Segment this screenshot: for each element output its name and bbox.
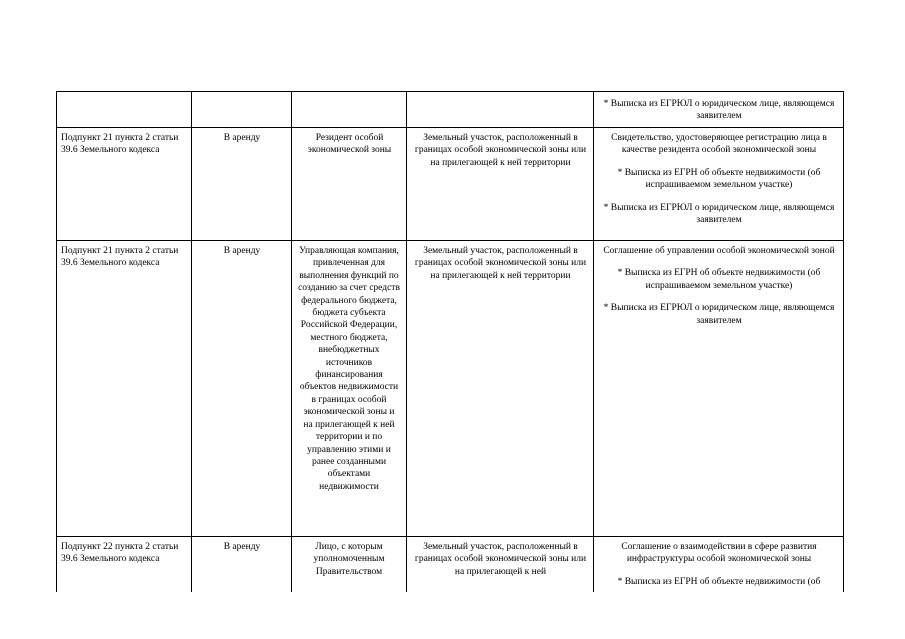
document-item: * Выписка из ЕГРЮЛ о юридическом лице, являющемся заявителем (603, 303, 835, 326)
table-row (57, 241, 844, 537)
document-item: * Выписка из ЕГРН об объекте недвижимости (об испрашиваемом земельном участке) (617, 268, 821, 291)
basis-cell (57, 92, 192, 128)
document-item: Свидетельство, удостоверяющее регистрацию лица в качестве резидента особой экономической зоны (611, 133, 827, 156)
applicant-cell (292, 92, 407, 128)
table-row (57, 92, 844, 128)
right-type-cell: В аренду (192, 128, 292, 241)
basis-cell: Подпункт 22 пункта 2 статьи 39.6 Земельного кодекса (57, 537, 192, 627)
documents-cell (594, 241, 844, 537)
right-type-cell: В аренду (192, 241, 292, 537)
right-type-cell (192, 92, 292, 128)
applicant-cell: Управляющая компания, привлеченная для выполнения функций по созданию за счет средств федерального бюджета, бюджета субъекта Российской Федерации, местного бюджета, внебюджетных источников финансирования объектов недвижимости в границах особой экономической зоны и на прилегающей к ней территории и по управлению этими и ранее созданными объектами недвижимости (292, 241, 407, 537)
document-item: * Выписка из ЕГРЮЛ о юридическом лице, являющемся заявителем (603, 202, 835, 226)
applicant-cell: Лицо, с которым уполномоченным Правительством (292, 537, 407, 627)
page-bottom-margin (0, 592, 905, 639)
document-item: * Выписка из ЕГРН об объекте недвижимости (об (617, 576, 821, 587)
document-item: Соглашение о взаимодействии в сфере развития инфраструктуры особой экономической зоны (621, 542, 817, 565)
right-type-cell: В аренду (192, 537, 292, 627)
land-plot-cell: Земельный участок, расположенный в границах особой экономической зоны или на прилегающей к ней территории (407, 241, 594, 537)
basis-cell: Подпункт 21 пункта 2 статьи 39.6 Земельного кодекса (57, 128, 192, 241)
land-plot-cell: Земельный участок, расположенный в границах особой экономической зоны или на прилегающей к ней территории (407, 128, 594, 241)
land-plot-cell (407, 92, 594, 128)
land-plot-cell: Земельный участок, расположенный в границах особой экономической зоны или на прилегающей к ней (407, 537, 594, 627)
document-item: * Выписка из ЕГРН об объекте недвижимости (об испрашиваемом земельном участке) (617, 167, 821, 191)
documents-cell (594, 128, 844, 241)
basis-cell: Подпункт 21 пункта 2 статьи 39.6 Земельного кодекса (57, 241, 192, 537)
table-row (57, 128, 844, 241)
land-provision-table (56, 91, 844, 627)
applicant-cell: Резидент особой экономической зоны (292, 128, 407, 241)
document-item: Соглашение об управлении особой экономической зоной (603, 246, 835, 256)
documents-cell (594, 92, 844, 128)
document-item: * Выписка из ЕГРЮЛ о юридическом лице, являющемся заявителем (603, 99, 835, 122)
